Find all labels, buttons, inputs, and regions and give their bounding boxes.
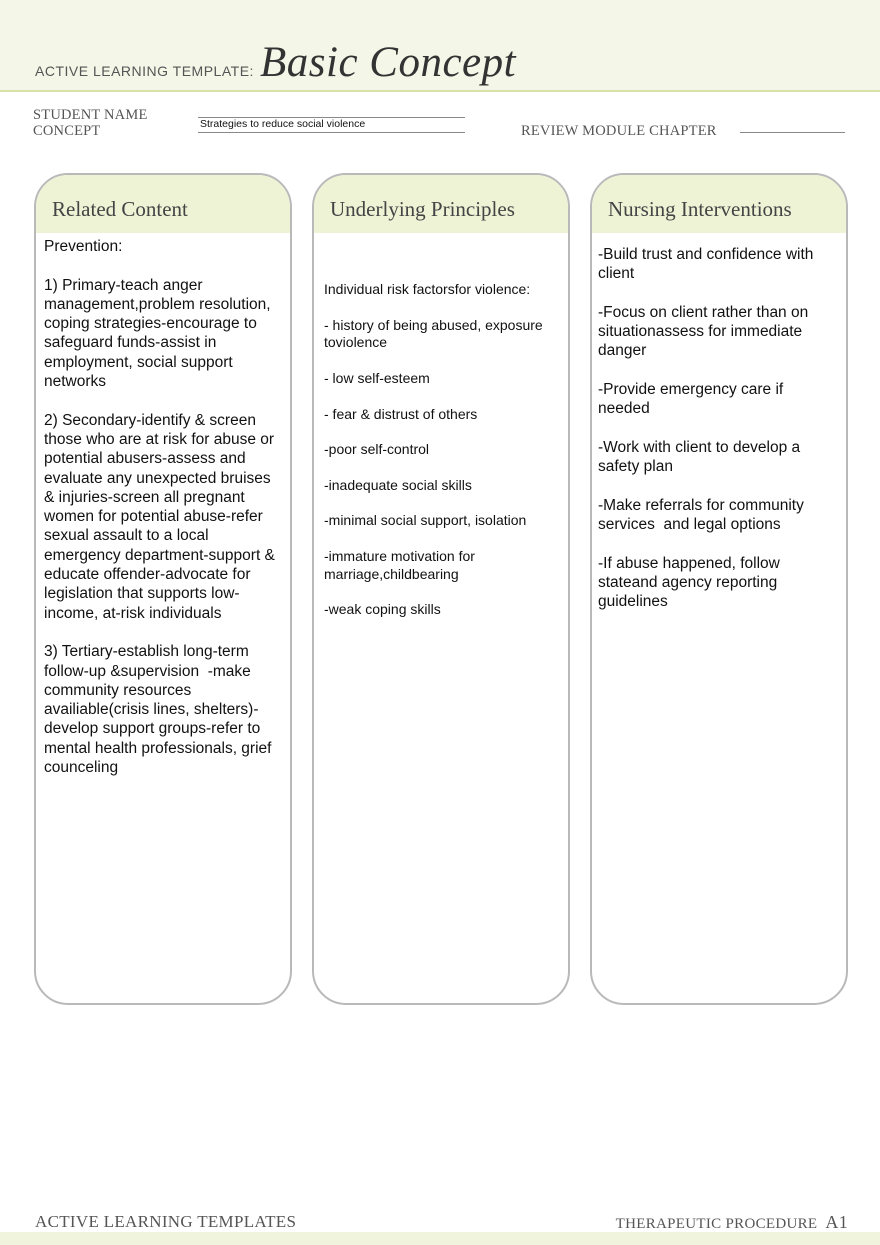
nursing-interventions-column (590, 173, 848, 1005)
review-module-label: REVIEW MODULE CHAPTER (521, 123, 717, 139)
underlying-principles-heading: Underlying Principles (314, 175, 568, 233)
footer-band (0, 1232, 880, 1245)
review-module-field[interactable] (740, 132, 845, 133)
concept-value[interactable]: Strategies to reduce social violence (200, 118, 366, 130)
footer-procedure-text: THERAPEUTIC PROCEDURE (615, 1216, 818, 1232)
underlying-principles-column (312, 173, 570, 1005)
related-content-text[interactable]: Prevention: 1) Primary-teach anger management,problem resolution, coping strategies-encourage to safeguard funds-assist in employment, social support networks 2) Secondary-identify & screen those who are at risk for abuse or potential abusers-assess and evaluate any unexpected bruises & injuries-screen all pregnant women for potential abuse-refer sexual assault to a local emergency department-support & educate offender-advocate for legislation that supports low- income, at-risk individuals 3) Tertiary-establish long-term follow-up &supervision -make community resources availiable(crisis lines, shelters)- develop support groups-refer to mental health professionals, grief counceling (44, 238, 275, 777)
template-title: Basic Concept (260, 39, 517, 86)
footer-templates-label: ACTIVE LEARNING TEMPLATES (35, 1212, 297, 1231)
student-name-label: STUDENT NAME (33, 107, 148, 123)
footer-procedure-label (616, 1212, 848, 1233)
nursing-interventions-text[interactable]: -Build trust and confidence with client -Focus on client rather than on situationassess for immediate danger -Provide emergency care if needed -Work with client to develop a safety plan -Make referrals for community services and legal options -If abuse happened, follow stateand agency reporting guidelines (598, 246, 814, 611)
concept-label: CONCEPT (33, 123, 101, 139)
related-content-heading: Related Content (36, 175, 290, 233)
underlying-principles-text[interactable]: Individual risk factorsfor violence: - history of being abused, exposure toviolence - low self-esteem - fear & distrust of others -poor self-control -inadequate social skills -minimal social support, isolation -immature motivation for marriage,childbearing -weak coping skills (324, 281, 543, 618)
header-divider (0, 90, 880, 92)
related-content-column (34, 173, 292, 1005)
concept-field-underline (198, 132, 465, 133)
template-label: ACTIVE LEARNING TEMPLATE: (35, 63, 254, 79)
footer-code: A1 (825, 1212, 848, 1232)
nursing-interventions-heading: Nursing Interventions (592, 175, 846, 233)
